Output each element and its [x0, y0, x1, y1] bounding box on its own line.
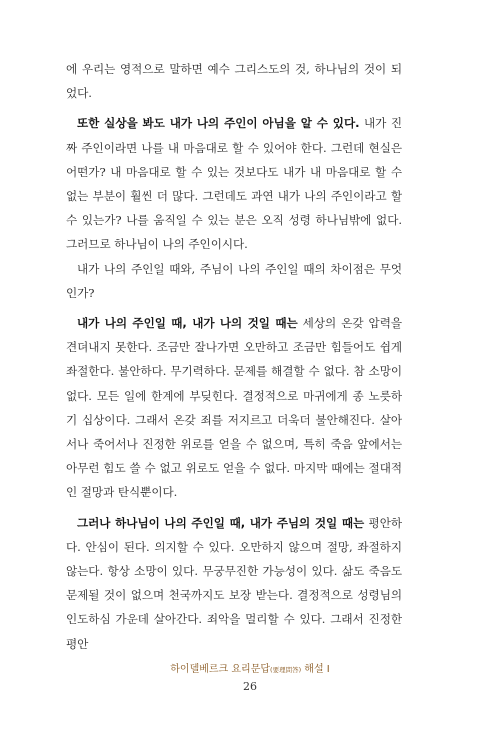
- paragraph-3: [66, 257, 402, 305]
- paragraph-4-bold-lead: 내가 나의 주인일 때, 내가 나의 것일 때는: [77, 316, 298, 331]
- paragraph-4: [66, 311, 402, 505]
- running-footer: [0, 660, 500, 675]
- paragraph-4-text: 세상의 온갖 압력을 견뎌내지 못한다. 조금만 잘나가면 오만하고 조금만 힘들어도 쉽게 좌절한다. 불안하다. 무기력하다. 문제를 해결할 수 없다. 참 소망이 없다. 모든 일에 한계에 부딪힌다. 결정적으로 마귀에게 종 노릇하기 십상이다. 그래서 온갖 죄를 저지르고 더욱더 불안해진다. 살아서나 죽어서나 진정한 위로를 얻을 수 없으며, 특히 죽음 앞에서는 아무런 힘도 쓸 수 없고 위로도 얻을 수 없다. 마지막 때에는 절대적인 절망과 탄식뿐이다.: [66, 316, 402, 500]
- page-number: 26: [243, 680, 257, 693]
- paragraph-5: [66, 511, 402, 656]
- footer-title-tail: 해설 Ⅰ: [301, 664, 330, 675]
- paragraph-5-text: 평안하다. 안심이 된다. 의지할 수 있다. 오만하지 않으며 절망, 좌절하지 않는다. 항상 소망이 있다. 무궁무진한 가능성이 있다. 삶도 죽음도 문제될 것이 없으며 천국까지도 보장 받는다. 결정적으로 성령님의 인도하심 가운데 살아간다. 죄악을 멀리할 수 있다. 그래서 진정한 평안: [66, 515, 402, 651]
- paragraph-1: [66, 57, 402, 105]
- paragraph-2: [66, 111, 402, 256]
- paragraph-2-text: 내가 진짜 주인이라면 나를 내 마음대로 할 수 있어야 한다. 그런데 현실은 어떤가? 내 마음대로 할 수 있는 것보다도 내가 내 마음대로 할 수 없는 부분이 훨씬 더 많다. 그런데도 과연 내가 나의 주인이라고 할 수 있는가? 나를 움직일 수 있는 분은 오직 성령 하나님밖에 없다. 그러므로 하나님이 나의 주인이시다.: [66, 116, 402, 252]
- paragraph-1-text: 에 우리는 영적으로 말하면 예수 그리스도의 것, 하나님의 것이 되었다.: [66, 62, 402, 101]
- footer-title-hanja: (要理問答): [270, 666, 302, 674]
- footer-title: 하이델베르크 요리문답: [170, 664, 271, 675]
- paragraph-5-bold-lead: 그러나 하나님이 나의 주인일 때, 내가 주님의 것일 때는: [77, 515, 365, 530]
- paragraph-2-bold-lead: 또한 실상을 봐도 내가 나의 주인이 아님을 알 수 있다.: [77, 116, 360, 131]
- body-text: [66, 57, 402, 656]
- paragraph-3-text: 내가 나의 주인일 때와, 주님이 나의 주인일 때의 차이점은 무엇인가?: [66, 261, 402, 300]
